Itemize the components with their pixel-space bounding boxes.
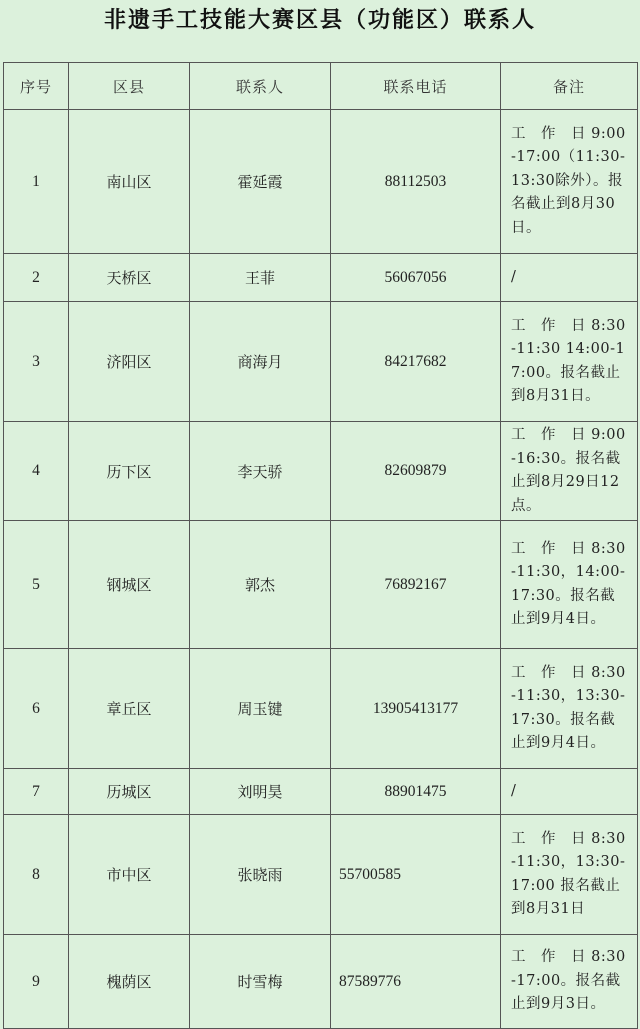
row-note: 工 作 日 8:30-11:30，13:30-17:30。报名截止到9月4日。 bbox=[501, 649, 638, 769]
table-row bbox=[4, 769, 638, 815]
row-no: 6 bbox=[4, 649, 69, 769]
row-district: 南山区 bbox=[69, 110, 190, 254]
row-note: / bbox=[501, 254, 638, 302]
row-district: 章丘区 bbox=[69, 649, 190, 769]
row-contact: 周玉键 bbox=[190, 649, 331, 769]
row-contact: 李天骄 bbox=[190, 422, 331, 521]
row-note: 工 作 日 8:30-17:00。报名截止到9月3日。 bbox=[501, 935, 638, 1029]
row-phone: 13905413177 bbox=[331, 649, 501, 769]
row-phone: 55700585 bbox=[331, 815, 501, 935]
header-contact: 联系人 bbox=[190, 63, 331, 110]
row-no: 1 bbox=[4, 110, 69, 254]
row-district: 市中区 bbox=[69, 815, 190, 935]
table-row bbox=[4, 935, 638, 1029]
row-phone: 87589776 bbox=[331, 935, 501, 1029]
header-phone: 联系电话 bbox=[331, 63, 501, 110]
row-note: 工 作 日 9:00-16:30。报名截止到8月29日12点。 bbox=[501, 422, 638, 521]
row-no: 2 bbox=[4, 254, 69, 302]
row-contact: 郭杰 bbox=[190, 521, 331, 649]
table-row bbox=[4, 521, 638, 649]
row-district: 历下区 bbox=[69, 422, 190, 521]
contact-table bbox=[3, 62, 638, 1029]
row-no: 7 bbox=[4, 769, 69, 815]
row-district: 历城区 bbox=[69, 769, 190, 815]
table-row bbox=[4, 815, 638, 935]
row-contact: 时雪梅 bbox=[190, 935, 331, 1029]
table-row bbox=[4, 110, 638, 254]
table-row bbox=[4, 649, 638, 769]
row-phone: 88112503 bbox=[331, 110, 501, 254]
row-no: 8 bbox=[4, 815, 69, 935]
table-row bbox=[4, 254, 638, 302]
row-phone: 76892167 bbox=[331, 521, 501, 649]
page-title: 非遗手工技能大赛区县（功能区）联系人 bbox=[103, 7, 536, 33]
row-note: / bbox=[501, 769, 638, 815]
row-district: 槐荫区 bbox=[69, 935, 190, 1029]
row-note: 工 作 日 9:00-17:00（11:30-13:30除外）。报名截止到8月30日。 bbox=[501, 110, 638, 254]
table-header-row bbox=[4, 63, 638, 110]
row-contact: 张晓雨 bbox=[190, 815, 331, 935]
row-no: 9 bbox=[4, 935, 69, 1029]
row-contact: 王菲 bbox=[190, 254, 331, 302]
row-phone: 84217682 bbox=[331, 302, 501, 422]
row-contact: 商海月 bbox=[190, 302, 331, 422]
table-row bbox=[4, 422, 638, 521]
row-note: 工 作 日 8:30-11:30，14:00-17:30。报名截止到9月4日。 bbox=[501, 521, 638, 649]
header-note: 备注 bbox=[501, 63, 638, 110]
header-district: 区县 bbox=[69, 63, 190, 110]
row-phone: 88901475 bbox=[331, 769, 501, 815]
row-no: 4 bbox=[4, 422, 69, 521]
row-district: 天桥区 bbox=[69, 254, 190, 302]
row-contact: 刘明昊 bbox=[190, 769, 331, 815]
row-phone: 56067056 bbox=[331, 254, 501, 302]
row-note: 工 作 日 8:30-11:30，13:30-17:00 报名截止到8月31日 bbox=[501, 815, 638, 935]
header-no: 序号 bbox=[4, 63, 69, 110]
row-district: 济阳区 bbox=[69, 302, 190, 422]
row-district: 钢城区 bbox=[69, 521, 190, 649]
row-phone: 82609879 bbox=[331, 422, 501, 521]
row-no: 3 bbox=[4, 302, 69, 422]
row-contact: 霍延霞 bbox=[190, 110, 331, 254]
row-note: 工 作 日 8:30-11:30 14:00-17:00。报名截止到8月31日。 bbox=[501, 302, 638, 422]
table-row bbox=[4, 302, 638, 422]
row-no: 5 bbox=[4, 521, 69, 649]
